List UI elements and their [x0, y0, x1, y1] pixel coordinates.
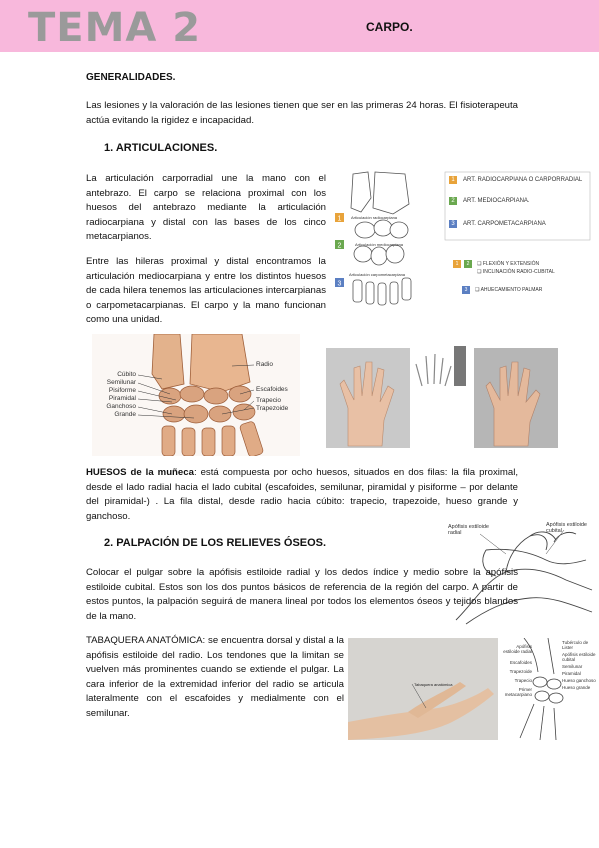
header-banner — [0, 0, 599, 52]
label-trapezoide: Trapezoide — [256, 405, 289, 412]
wrist-bones-figure — [92, 334, 300, 456]
section2-paragraph-1: Colocar el pulgar sobre la apófisis estiloide radial y los dedos índice y medio sobre la apófisis estiloide cubital. Estos son los dos puntos básicos de referencia de la región del carpo. A partir de estos puntos, la palpación seguirá de manera lineal por todos los elementos óseos y tejidos blandos de la mano. — [86, 567, 518, 622]
hand-photos-drawing — [318, 346, 599, 450]
movement-2: ❑ INCLINACIÓN RADIO-CUBITAL — [477, 269, 555, 275]
label-escafoides: Escafoides — [256, 386, 288, 393]
movement-1: ❑ FLEXIÓN Y EXTENSIÓN — [477, 261, 540, 267]
section1-paragraph-1: La articulación carporradial une la mano con el antebrazo. El carpo se relaciona proximal con los huesos del antebrazo mediante la articulación radiocarpiana y distal con las bases de los cinco metacarpianos. — [86, 173, 326, 243]
label-hueso-grande: Hueso grande — [562, 685, 591, 690]
hand-photos — [318, 346, 599, 450]
label-cubito: Cúbito — [117, 371, 136, 378]
tabaquera-figure — [348, 638, 596, 740]
legend-item-3: ART. CARPOMETACARPIANA — [463, 221, 546, 227]
label-ganchoso: Ganchoso — [106, 403, 136, 410]
bone-label-mediocarpiana: Articulación mediocarpiana — [355, 242, 404, 247]
huesos-text: : está compuesta por ocho huesos, situados en dos filas: la fila proximal, desde el lado radial hacia el lado cubital (escafoides, semilunar, piramidal y pisiforme – por delante del piramidal-) . La fila distal, desde radio hacia cúbito: trapecio, trapezoide, hueso grande y ganchoso. — [86, 467, 519, 522]
section1-paragraph-2: Entre las hileras proximal y distal encontramos la articulación mediocarpiana y entre los distintos huesos de cada hilera tenemos las articulaciones intercarpianas o carpometacarpianas. El carpo y la mano funcionan como una unidad. — [86, 256, 326, 326]
bone-label-radiocarpiana: Articulación radiocarpiana — [351, 215, 398, 220]
tabaquera-drawing — [348, 638, 596, 740]
svg-text:3: 3 — [337, 280, 342, 288]
huesos-lead: HUESOS de la muñeca — [86, 467, 194, 478]
generalidades-text: Las lesiones y la valoración de las lesiones tienen que ser en las primeras 24 horas. El fisioterapeuta actúa evitando la rigidez e incapacidad. — [86, 100, 518, 126]
legend-badge-2: 2 — [451, 198, 455, 204]
page-title: CARPO. — [366, 20, 413, 34]
label-hueso-ganchoso: Hueso ganchoso — [562, 678, 596, 683]
bone-label-carpometacarpiana: Articulación carpometacarpiana — [349, 272, 406, 277]
legend-badge-1: 1 — [451, 177, 455, 183]
label-escafoides-2: Escafoides — [509, 660, 532, 665]
label-apofisis-radial: Apófisis estiloide radial — [448, 524, 489, 536]
label-primer-metacarpiano: Primer metacarpiano — [504, 687, 532, 697]
movement-3: ❑ AHUECAMIENTO PALMAR — [475, 287, 543, 293]
label-radio: Radio — [256, 361, 273, 368]
section2-paragraph-2: TABAQUERA ANATÓMICA: se encuentra dorsal y distal a la apófisis estiloide del radio. Los tendones que la limitan se vuelven más prominentes cuando se extiende el pulgar. La cara inferior de la extremidad inferior del radio se articula lateralmente con el escafoides y medialmente con el semilunar. — [86, 635, 344, 719]
label-pisiforme: Pisiforme — [108, 387, 136, 394]
huesos-paragraph — [86, 466, 518, 524]
label-estiloide-radial: Apófisis estiloide radial — [503, 644, 532, 654]
topic-number: TEMA 2 — [28, 5, 202, 51]
svg-text:1: 1 — [337, 215, 342, 223]
label-trapezoide-2: Trapezoide — [509, 669, 532, 674]
generalidades-heading: GENERALIDADES. — [86, 72, 176, 83]
label-trapecio-2: Trapecio — [514, 678, 532, 683]
label-piramidal-2: Piramidal — [562, 671, 581, 676]
label-tabaquera: Tabaquera anatómica — [414, 682, 453, 687]
section1-heading: 1. ARTICULACIONES. — [104, 142, 218, 154]
movement-badge-3: 3 — [464, 287, 468, 293]
label-piramidal: Piramidal — [108, 395, 136, 402]
label-estiloide-cubital: Apófisis estiloide cubital — [562, 652, 596, 662]
joint-diagram — [333, 168, 593, 318]
movement-badges-1-2: 1 2 — [455, 261, 470, 267]
label-grande: Grande — [114, 411, 136, 418]
label-tuberculo-lister: Tubérculo de Lister — [562, 640, 589, 650]
label-trapecio: Trapecio — [256, 397, 282, 404]
legend-badge-3: 3 — [451, 221, 455, 227]
label-semilunar-2: Semilunar — [562, 664, 583, 669]
label-apofisis-cubital: Apófisis estiloide cubital — [546, 522, 587, 534]
legend-item-2: ART. MEDIOCARPIANA. — [463, 198, 530, 204]
svg-text:2: 2 — [337, 242, 342, 250]
legend-item-1: ART. RADIOCARPIANA O CARPORRADIAL — [463, 177, 583, 183]
section2-heading: 2. PALPACIÓN DE LOS RELIEVES ÓSEOS. — [104, 537, 327, 549]
label-semilunar: Semilunar — [106, 379, 136, 386]
